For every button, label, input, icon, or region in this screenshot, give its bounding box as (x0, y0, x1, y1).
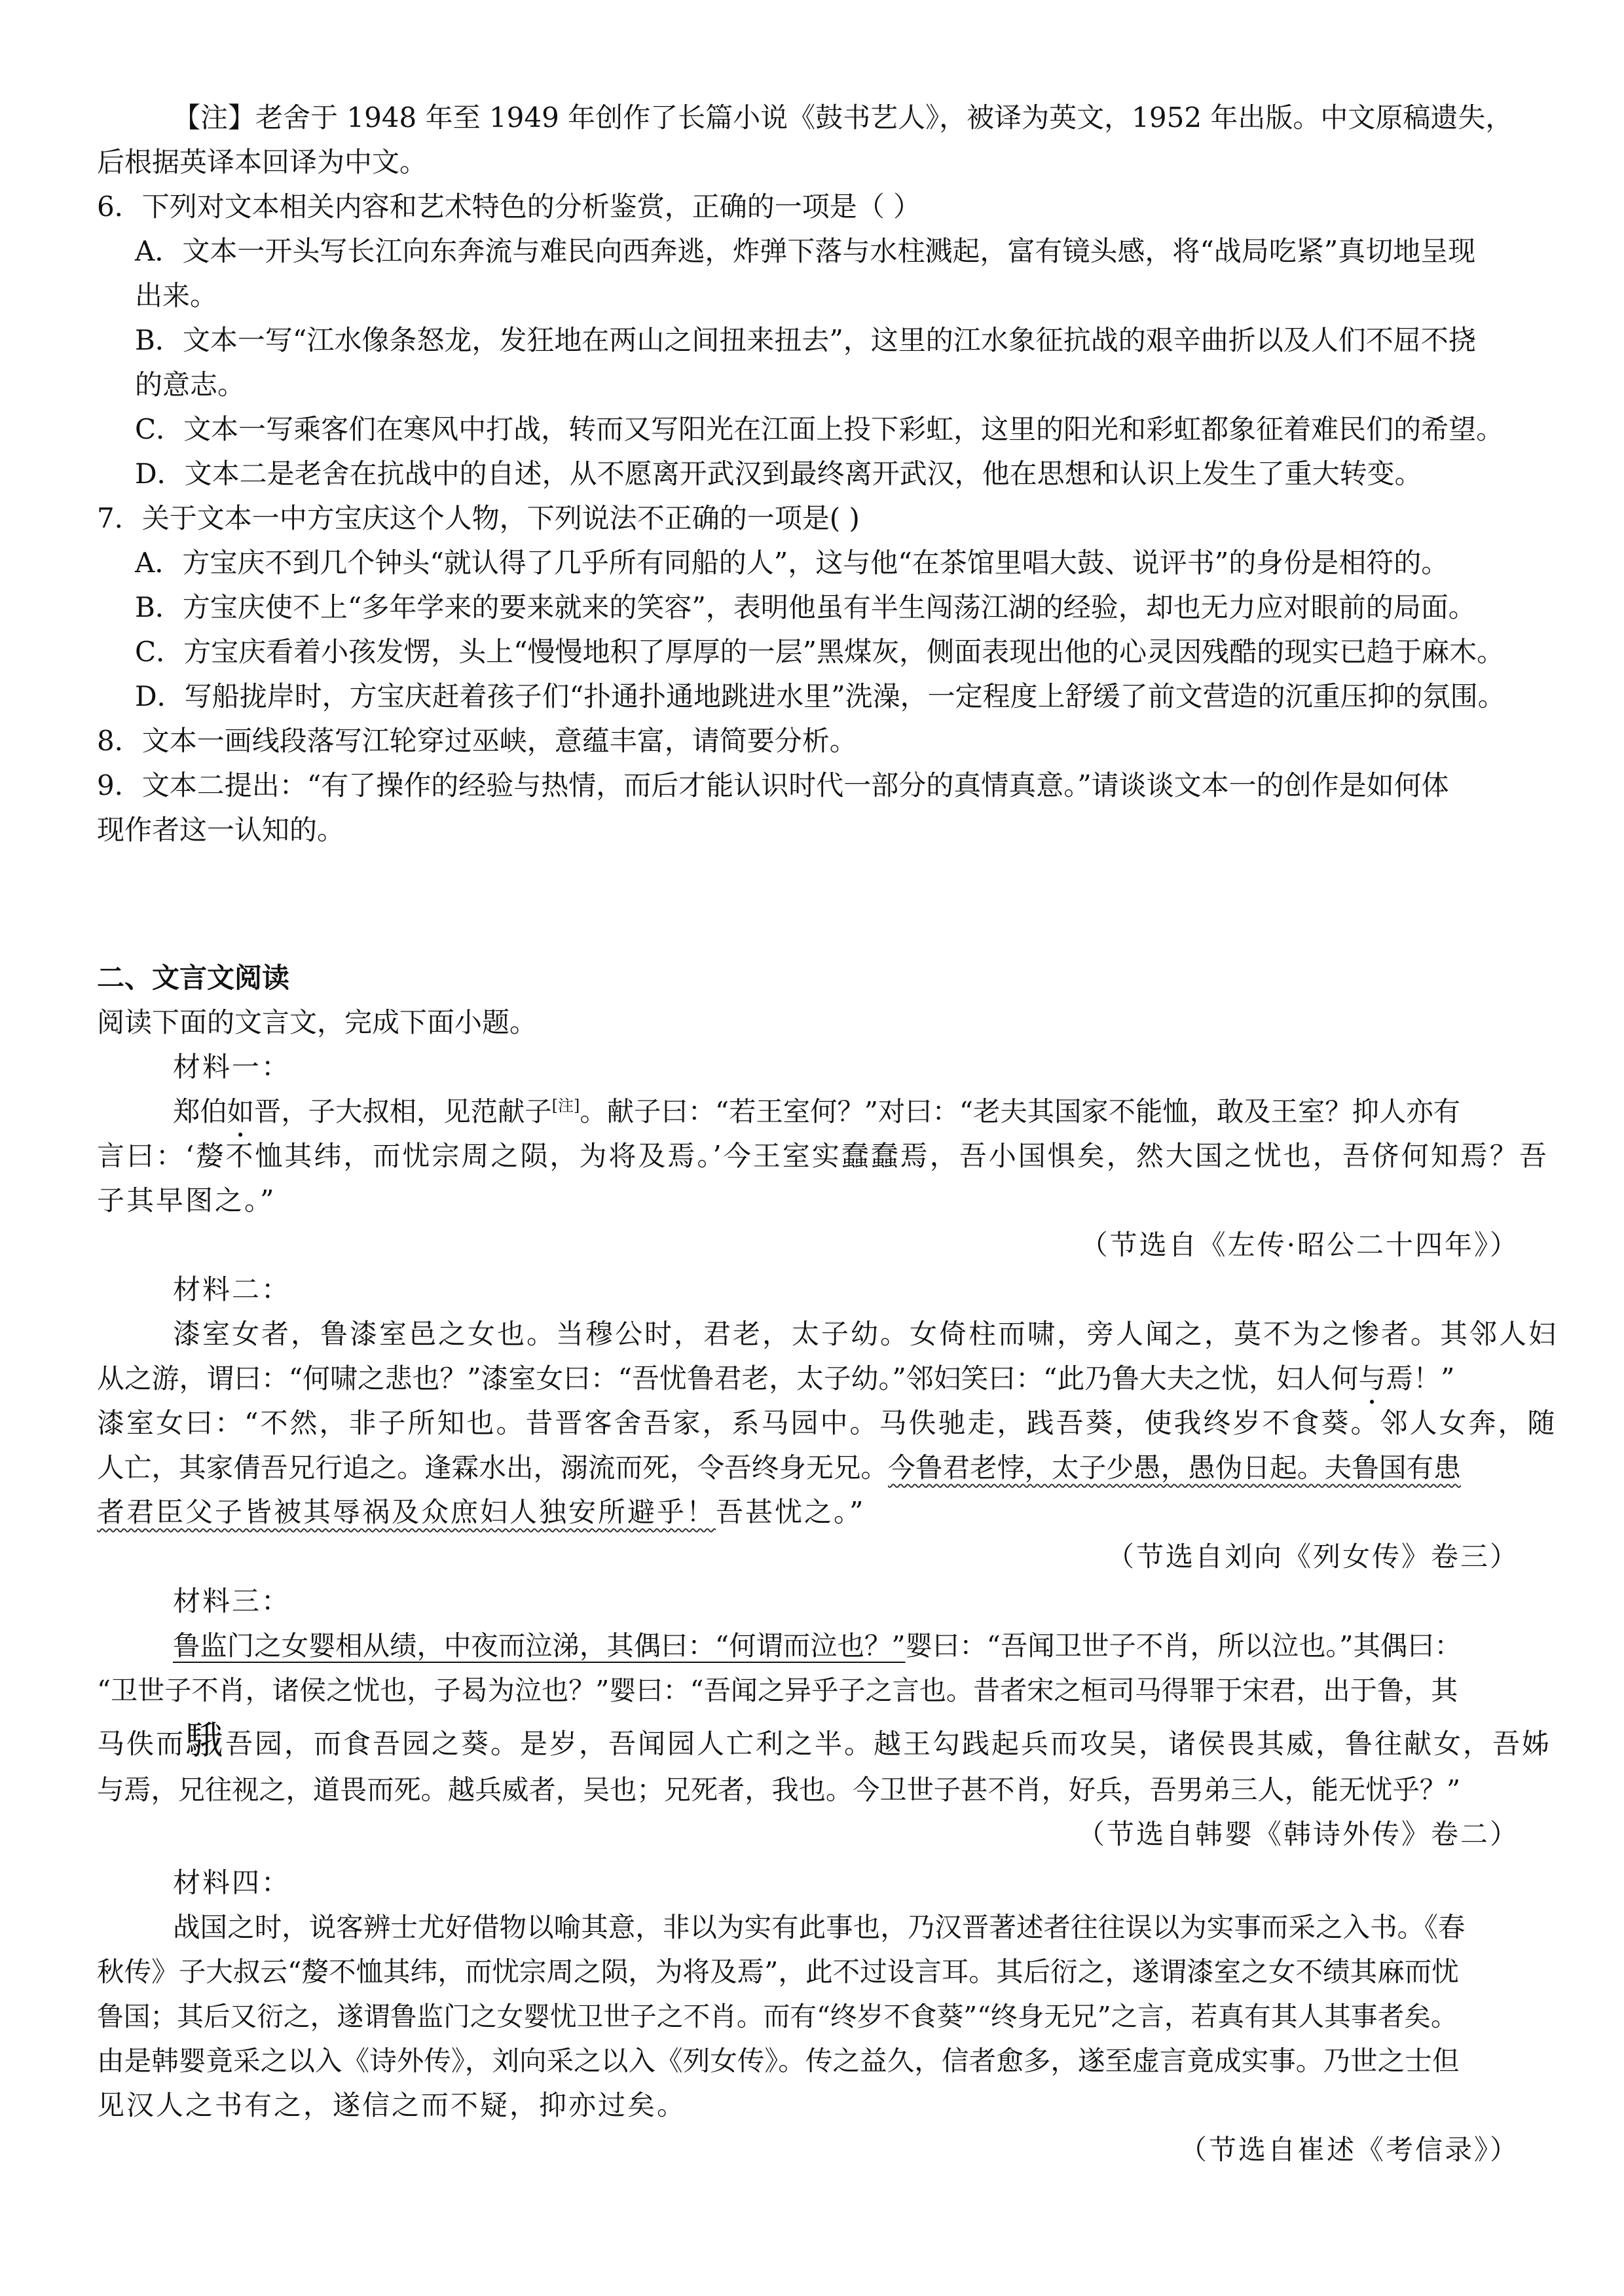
wavy-underline-passage-cont: 者君臣父子皆被其辱祸及众庶妇人独安所避乎！ (97, 1496, 716, 1528)
material-3-line-1: 鲁监门之女婴相从绩，中夜而泣涕，其偶曰：“何谓而泣也？”婴曰：“吾闻卫世子不肖，所以泣也。”其偶曰： (173, 1630, 1462, 1662)
large-character: 騀 (185, 1718, 226, 1762)
material-2-line-1: 漆室女者，鲁漆室邑之女也。当穆公时，君老，太子幼。女倚柱而啸，旁人闻之，莫不为之惨者。其邻人妇 (173, 1318, 1559, 1350)
question-7-option-c: C．方宝庆看着小孩发愣，头上“慢慢地积了厚厚的一层”黑煤灰，侧面表现出他的心灵因残酷的现实已趋于麻木。 (135, 636, 1505, 668)
material-2-line-4: 人亡，其家倩吾兄行追之。逢霖水出，溺流而死，令吾终身无兄。今鲁君老悖，太子少愚，愚伪日起。夫鲁国有患 (97, 1451, 1461, 1484)
note-line-2: 后根据英译本回译为中文。 (97, 146, 428, 178)
question-9-line-1: 9．文本二提出：“有了操作的经验与热情，而后才能认识时代一部分的真情真意。”请谈谈文本一的创作是如何体 (97, 769, 1449, 801)
material-3-line-2: “卫世子不肖，诸侯之忧也，子曷为泣也？”婴曰：“吾闻之异乎子之言也。昔者宋之桓司马得罪于宋君，出于鲁，其 (97, 1675, 1458, 1706)
material-1-line-3: 子其早图之。” (97, 1184, 276, 1216)
section-instruction: 阅读下面的文言文，完成下面小题。 (97, 1006, 538, 1038)
question-6-option-c: C．文本一写乘客们在寒风中打战，转而又写阳光在江面上投下彩虹，这里的阳光和彩虹都象征着难民们的希望。 (135, 413, 1504, 445)
material-4-source: （节选自崔述《考信录》） (1179, 2134, 1519, 2166)
question-9-line-2: 现作者这一认知的。 (97, 814, 345, 846)
material-3-label: 材料三： (173, 1585, 291, 1617)
material-4-label: 材料四： (173, 1867, 291, 1899)
underlined-sentence: 鲁监门之女婴相从绩，中夜而泣涕，其偶曰：“何谓而泣也？” (173, 1630, 906, 1662)
material-2-line-5: 者君臣父子皆被其辱祸及众庶妇人独安所避乎！吾甚忧之。” (97, 1496, 866, 1528)
material-4-line-4: 由是韩婴竟采之以入《诗外传》，刘向采之以入《列女传》。传之益久，信者愈多，遂至虚言竟成实事。乃世之士但 (97, 2045, 1460, 2077)
wavy-underline-passage: 今鲁君老悖，太子少愚，愚伪日起。夫鲁国有患 (888, 1451, 1461, 1484)
section-heading: 二、文言文阅读 (97, 962, 290, 994)
question-6-stem: 6．下列对文本相关内容和艺术特色的分析鉴赏，正确的一项是（ ） (97, 191, 921, 223)
material-2-source: （节选自刘向《列女传》卷三） (1106, 1540, 1519, 1573)
material-3-source: （节选自韩婴《韩诗外传》卷二） (1077, 1818, 1519, 1850)
question-8: 8．文本一画线段落写江轮穿过巫峡，意蕴丰富，请简要分析。 (97, 725, 857, 757)
material-4-line-1: 战国之时，说客辨士尤好借物以喻其意，非以为实有此事也，乃汉晋著述者往往误以为实事而采之入书。《春 (173, 1911, 1466, 1943)
material-2-label: 材料二： (173, 1273, 291, 1305)
material-3-line-4: 与焉，兄往视之，道畏而死。越兵威者，吴也；兄死者，我也。今卫世子甚不肖，好兵，吾男弟三人，能无忧乎？” (97, 1774, 1461, 1806)
question-6-option-b-cont: 的意志。 (135, 369, 246, 401)
question-6-option-a: A．文本一开头写长江向东奔流与难民向西奔逃，炸弹下落与水柱溅起，富有镜头感，将“战局吃紧”真切地呈现 (135, 235, 1476, 267)
question-6-option-d: D．文本二是老舍在抗战中的自述，从不愿离开武汉到最终离开武汉，他在思想和认识上发生了重大转变。 (135, 458, 1422, 490)
question-7-option-d: D．写船拢岸时，方宝庆赶着孩子们“扑通扑通地跳进水里”洗澡，一定程度上舒缓了前文营造的沉重压抑的氛围。 (135, 680, 1505, 712)
question-7-stem: 7．关于文本一中方宝庆这个人物，下列说法不正确的一项是( ) (97, 502, 860, 534)
material-4-line-5: 见汉人之书有之，遂信之而不疑，抑亦过矣。 (97, 2089, 687, 2121)
question-6-option-b: B．文本一写“江水像条怒龙，发狂地在两山之间扭来扭去”，这里的江水象征抗战的艰辛曲折以及人们不屈不挠 (135, 324, 1476, 356)
question-6-option-a-cont: 出来。 (135, 280, 218, 312)
material-1-source: （节选自《左传·昭公二十四年》） (1080, 1229, 1519, 1261)
material-3-line-3: 马佚而騀吾园，而食吾园之葵。是岁，吾闻园人亡利之半。越王勾践起兵而攻吴，诸侯畏其威，鲁往献女，吾姊 (97, 1718, 1552, 1762)
material-1-line-2: 言曰：‘嫠不恤其纬，而忧宗周之陨，为将及焉。’今王室实蠢蠢焉，吾小国惧矣，然大国之忧也，吾侪何知焉？吾 (97, 1140, 1549, 1172)
note-line-1: 【注】老舍于 1948 年至 1949 年创作了长篇小说《鼓书艺人》，被译为英文，1952 年出版。中文原稿遗失， (173, 101, 1513, 134)
material-1-line-1: 郑伯如晋，子大叔相，见范献子[注]。献子曰：“若王室何？”对曰：“老夫其国家不能恤，敢及王室？抑人亦有 (173, 1096, 1460, 1127)
material-4-line-2: 秋传》子大叔云“嫠不恤其纬，而忧宗周之陨，为将及焉”，此不过设言耳。其后衍之，遂谓漆室之女不绩其麻而忧 (97, 1956, 1459, 1988)
material-2-line-2: 从之游，谓曰：“何啸之悲也？”漆室女曰：“吾忧鲁君老，太子幼。”邻妇笑曰：“此乃鲁大夫之忧，妇人何与焉！” (97, 1362, 1455, 1394)
material-2-line-3: 漆室女曰：“不然，非子所知也。昔晋客舍吾家，系马园中。马佚驰走，践吾葵，使我终岁不食葵。邻人女奔，随 (97, 1407, 1557, 1439)
material-1-label: 材料一： (173, 1051, 291, 1083)
material-4-line-3: 鲁国；其后又衍之，遂谓鲁监门之女婴忧卫世子之不肖。而有“终岁不食葵”“终身无兄”之言，若真有其人其事者矣。 (97, 2001, 1458, 2032)
question-7-option-b: B．方宝庆使不上“多年学来的要来就来的笑容”，表明他虽有半生闯荡江湖的经验，却也无力应对眼前的局面。 (135, 591, 1476, 623)
question-7-option-a: A．方宝庆不到几个钟头“就认得了几乎所有同船的人”，这与他“在茶馆里唱大鼓、说评书”的身份是相符的。 (135, 547, 1449, 579)
